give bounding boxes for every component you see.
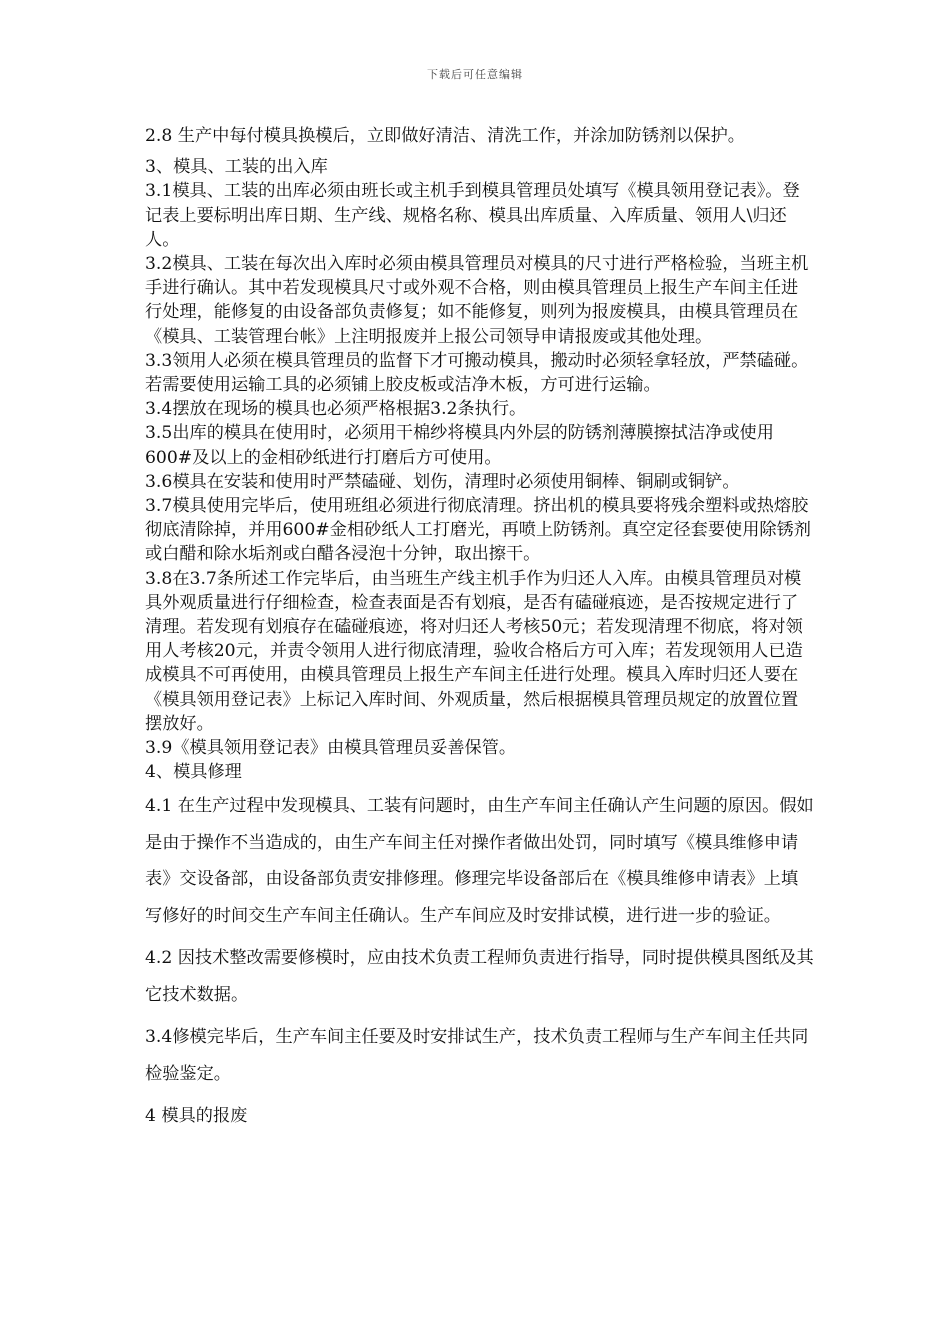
paragraph-3-7: 3.7模具使用完毕后，使用班组必须进行彻底清理。挤出机的模具要将残余塑料或热熔胶彻底清除掉，并用600#金相砂纸人工打磨光，再喷上防锈剂。真空定径套要使用除锈剂或白醋和除水垢剂或白醋各浸泡十分钟，取出擦干。 bbox=[145, 496, 811, 565]
section-dense bbox=[145, 124, 815, 784]
section-loose bbox=[145, 788, 815, 1135]
heading-mold-scrap: 4 模具的报废 bbox=[145, 1106, 248, 1127]
paragraph-3-1: 3.1模具、工装的出库必须由班长或主机手到模具管理员处填写《模具领用登记表》。登记表上要标明出库日期、生产线、规格名称、模具出库质量、入库质量、领用人\归还人。 bbox=[145, 181, 800, 250]
paragraph-3-2: 3.2模具、工装在每次出入库时必须由模具管理员对模具的尺寸进行严格检验，当班主机手进行确认。其中若发现模具尺寸或外观不合格，则由模具管理员上报生产车间主任进行处理，能修复的由设备部负责修复；如不能修复，则列为报废模具，由模具管理员在《模具、工装管理台帐》上注明报废并上报公司领导申请报废或其他处理。 bbox=[145, 254, 809, 347]
page-header: 下载后可任意编辑 bbox=[427, 68, 523, 81]
paragraph-3-8: 3.8在3.7条所述工作完毕后，由当班生产线主机手作为归还人入库。由模具管理员对模具外观质量进行仔细检查，检查表面是否有划痕，是否有磕碰痕迹，是否按规定进行了清理。若发现有划痕存在磕碰痕迹，将对归还人考核50元；若发现清理不彻底，将对领用人考核20元，并责令领用人进行彻底清理，验收合格后方可入库；若发现领用人已造成模具不可再使用，由模具管理员上报生产车间主任进行处理。模具入库时归还人要在《模具领用登记表》上标记入库时间、外观质量，然后根据模具管理员规定的放置位置摆放好。 bbox=[145, 568, 803, 734]
paragraph-2-8: 2.8 生产中每付模具换模后，立即做好清洁、清洗工作，并涂加防锈剂以保护。 bbox=[145, 126, 745, 146]
paragraph-3-5: 3.5出库的模具在使用时，必须用干棉纱将模具内外层的防锈剂薄膜擦拭洁净或使用600#及以上的金相砂纸进行打磨后方可使用。 bbox=[145, 423, 774, 468]
paragraph-3-9: 3.9《模具领用登记表》由模具管理员妥善保管。 bbox=[145, 738, 517, 759]
heading-section-3: 3、模具、工装的出入库 bbox=[145, 157, 328, 178]
heading-section-4: 4、模具修理 bbox=[145, 762, 242, 783]
paragraph-3-4: 3.4摆放在现场的模具也必须严格根据3.2条执行。 bbox=[145, 399, 527, 420]
paragraph-4-1: 4.1 在生产过程中发现模具、工装有问题时，由生产车间主任确认产生问题的原因。假如是由于操作不当造成的，由生产车间主任对操作者做出处罚，同时填写《模具维修申请表》交设备部，由设备部负责安排修理。修理完毕设备部后在《模具维修申请表》上填写修好的时间交生产车间主任确认。生产车间应及时安排试模，进行进一步的验证。 bbox=[145, 796, 814, 926]
paragraph-3-3: 3.3领用人必须在模具管理员的监督下才可搬动模具，搬动时必须轻拿轻放，严禁磕碰。若需要使用运输工具的必须铺上胶皮板或洁净木板，方可进行运输。 bbox=[145, 350, 809, 396]
paragraph-4-2: 4.2 因技术整改需要修模时，应由技术负责工程师负责进行指导，同时提供模具图纸及其它技术数据。 bbox=[145, 948, 814, 1005]
paragraph-3-4-repair: 3.4修模完毕后，生产车间主任要及时安排试生产，技术负责工程师与生产车间主任共同检验鉴定。 bbox=[145, 1027, 809, 1084]
paragraph-3-6: 3.6模具在安装和使用时严禁磕碰、划伤，清理时必须使用铜棒、铜刷或铜铲。 bbox=[145, 471, 740, 492]
document-body bbox=[145, 124, 815, 1135]
